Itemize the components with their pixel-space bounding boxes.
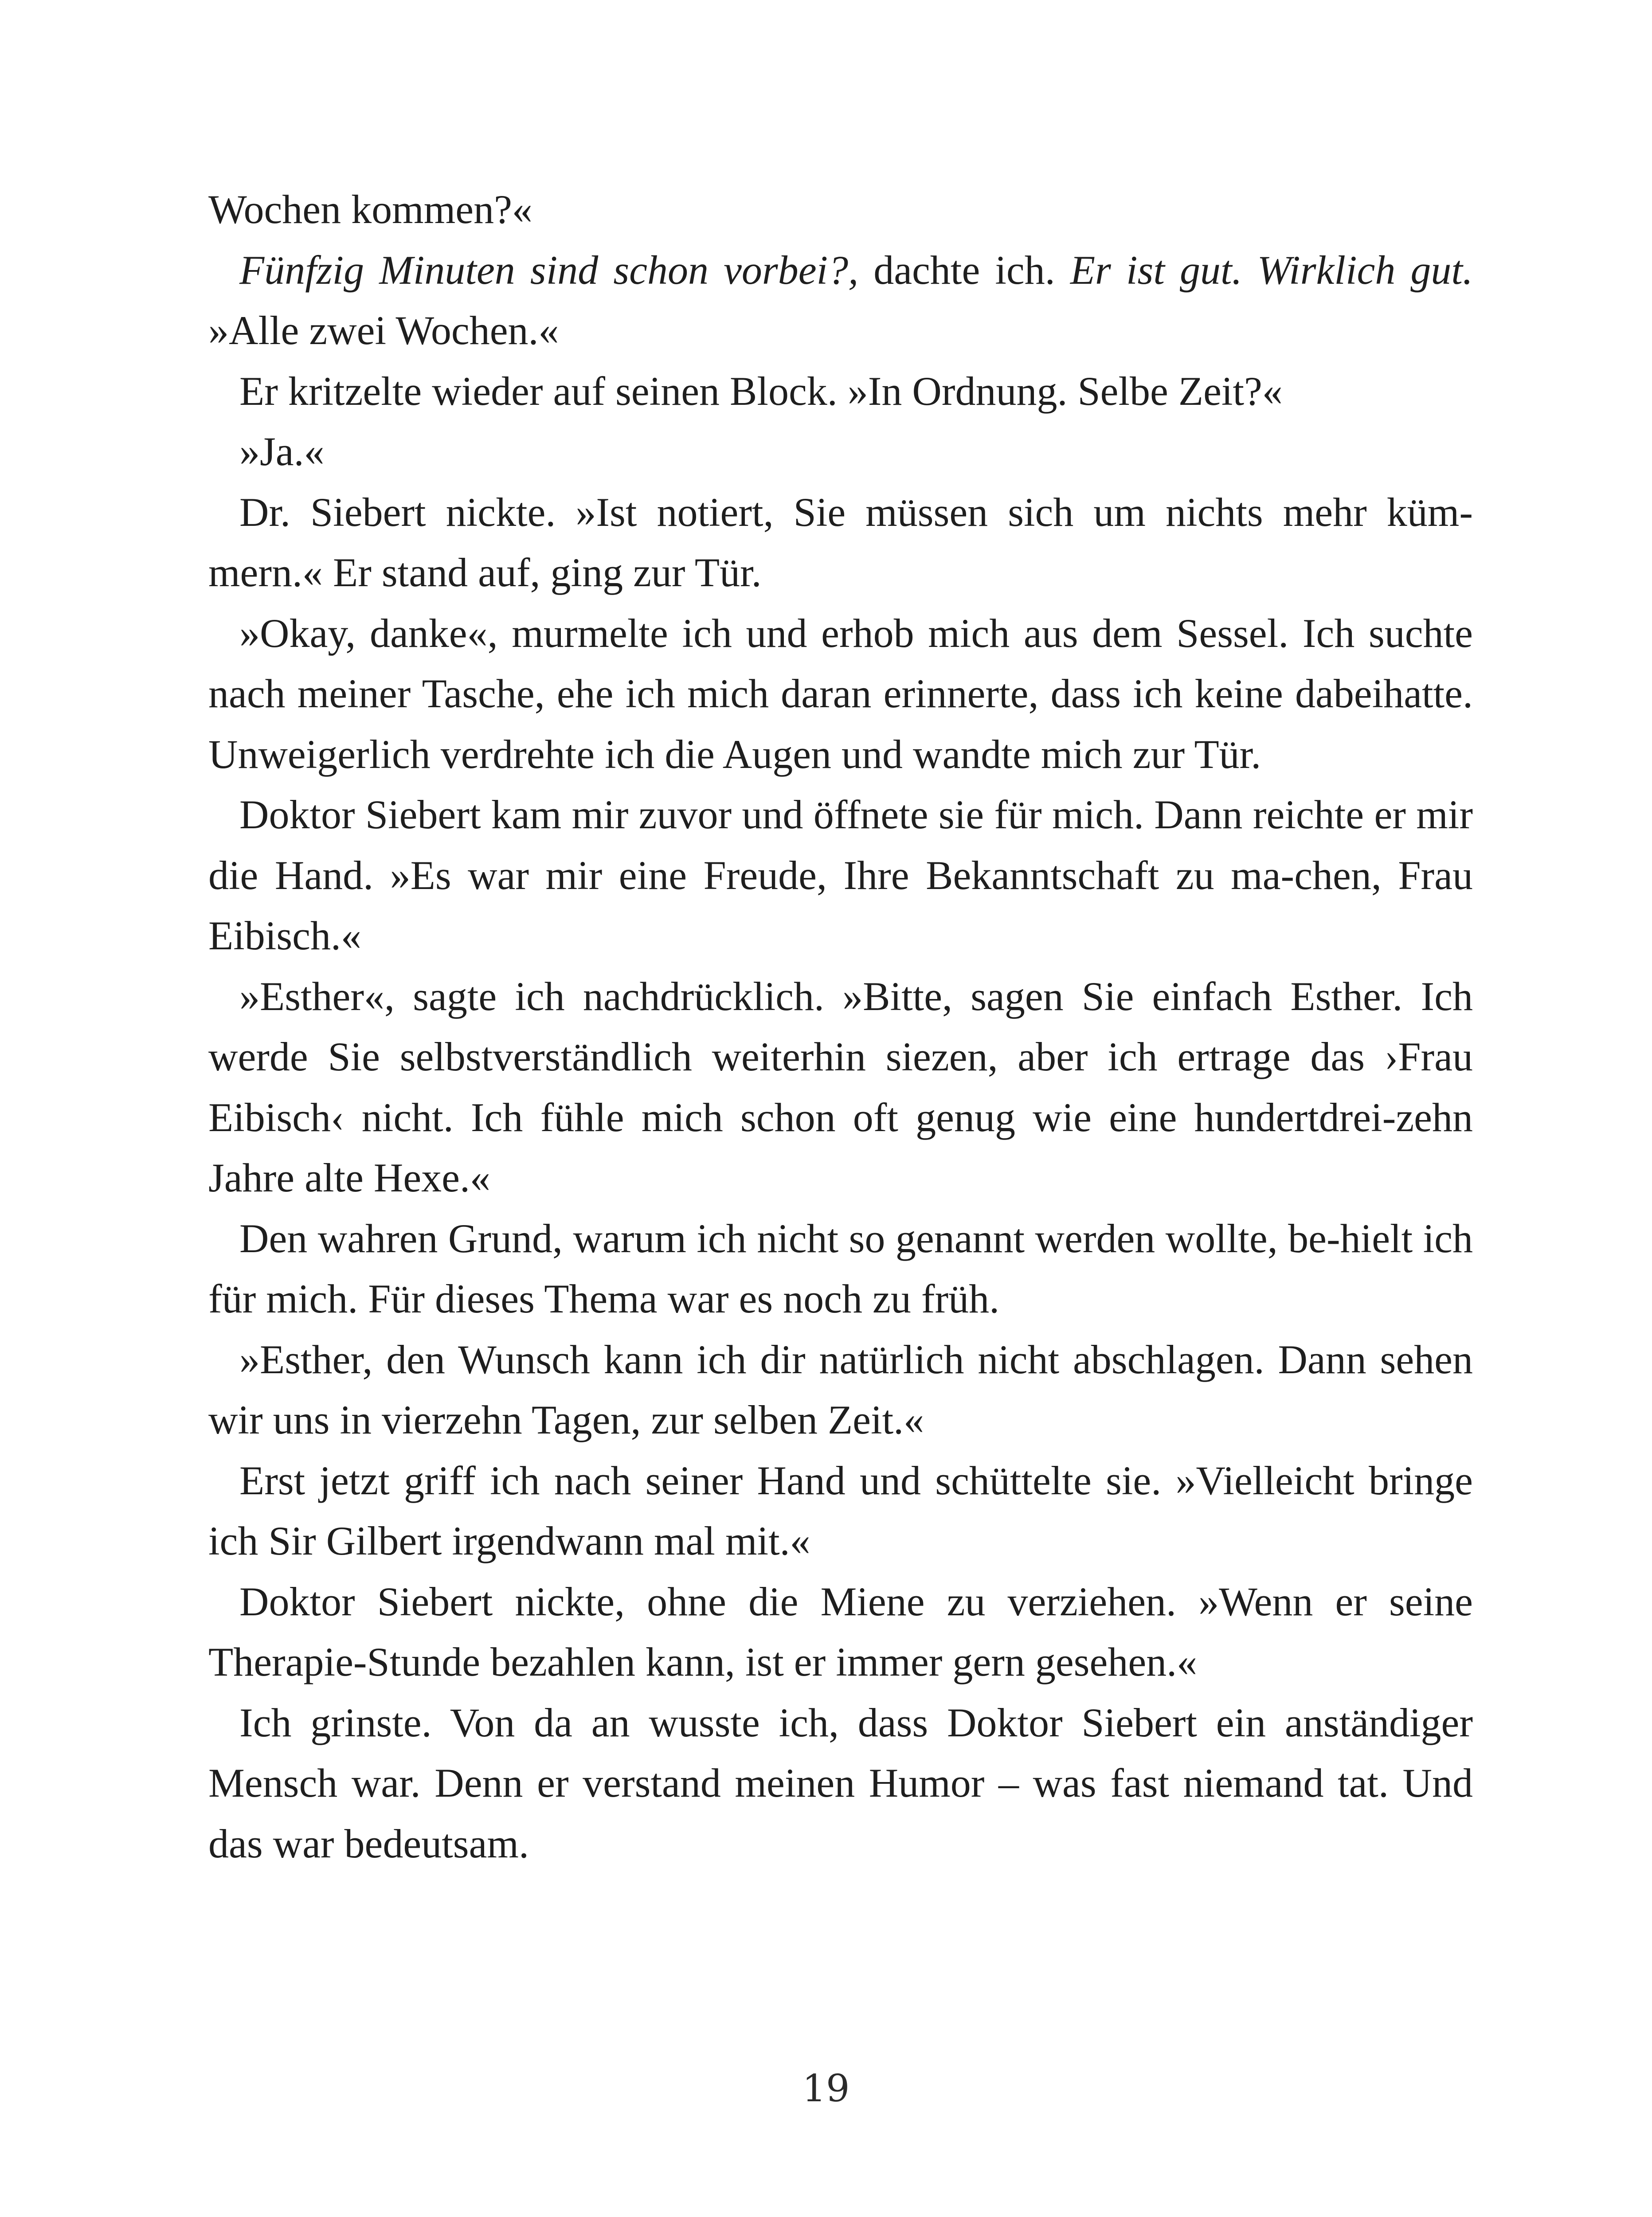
paragraph (208, 1571, 1473, 1692)
paragraph (208, 1450, 1473, 1571)
text-segment: »Okay, danke«, murmelte ich und erhob mich aus dem Sessel. Ich suchte nach meiner Tasche, ehe ich mich daran erinnerte, dass ich keine dabeihatte. Unweigerlich verdrehte ich die Augen und wandte mich zur Tür. (208, 610, 1473, 777)
text-segment: Ich grinste. Von da an wusste ich, dass Doktor Siebert ein anständiger Mensch war. Denn er verstand meinen Humor – was fast niemand tat. Und das war bedeutsam. (208, 1700, 1473, 1866)
paragraph (208, 179, 1473, 240)
paragraph (208, 784, 1473, 966)
text-segment: Dr. Siebert nickte. »Ist notiert, Sie müssen sich um nichts mehr küm-mern.« Er stand auf, ging zur Tür. (208, 489, 1473, 595)
text-segment: »Ja.« (239, 429, 325, 474)
text-segment: »Esther, den Wunsch kann ich dir natürlich nicht abschlagen. Dann sehen wir uns in vierzehn Tagen, zur selben Zeit.« (208, 1336, 1473, 1442)
text-segment: »Esther«, sagte ich nachdrücklich. »Bitte, sagen Sie einfach Esther. Ich werde Sie selbstverständlich weiterhin siezen, aber ich ertrage das ›Frau Eibisch‹ nicht. Ich fühle mich schon oft genug wie eine hundertdrei-zehn Jahre alte Hexe.« (208, 973, 1473, 1200)
text-segment: Den wahren Grund, warum ich nicht so genannt werden wollte, be-hielt ich für mich. Für dieses Thema war es noch zu früh. (208, 1215, 1473, 1321)
paragraph (208, 603, 1473, 785)
paragraph (208, 1208, 1473, 1329)
text-segment: Wochen kommen?« (208, 187, 532, 232)
italic-thought: Fünfzig Minuten sind schon vorbei?, (239, 247, 859, 293)
text-segment: dachte ich. (858, 247, 1070, 293)
paragraph (208, 421, 1473, 482)
paragraph (208, 240, 1473, 361)
text-segment: Doktor Siebert kam mir zuvor und öffnete sie für mich. Dann reichte er mir die Hand. »Es war mir eine Freude, Ihre Bekanntschaft zu ma-chen, Frau Eibisch.« (208, 792, 1473, 958)
text-segment: »Alle zwei Wochen.« (208, 308, 559, 353)
paragraph (208, 482, 1473, 603)
text-segment: Doktor Siebert nickte, ohne die Miene zu verziehen. »Wenn er seine Therapie-Stunde bezahlen kann, ist er immer gern gesehen.« (208, 1579, 1473, 1684)
text-segment: Erst jetzt griff ich nach seiner Hand und schüttelte sie. »Vielleicht bringe ich Sir Gilbert irgendwann mal mit.« (208, 1457, 1473, 1563)
paragraph (208, 1692, 1473, 1874)
text-segment: Er kritzelte wieder auf seinen Block. »In Ordnung. Selbe Zeit?« (239, 368, 1283, 414)
paragraph (208, 1329, 1473, 1450)
page-number: 19 (802, 2067, 850, 2110)
paragraph (208, 966, 1473, 1208)
italic-thought: Er ist gut. Wirklich gut. (1070, 247, 1473, 293)
paragraph (208, 361, 1473, 422)
body-text (208, 179, 1473, 1874)
